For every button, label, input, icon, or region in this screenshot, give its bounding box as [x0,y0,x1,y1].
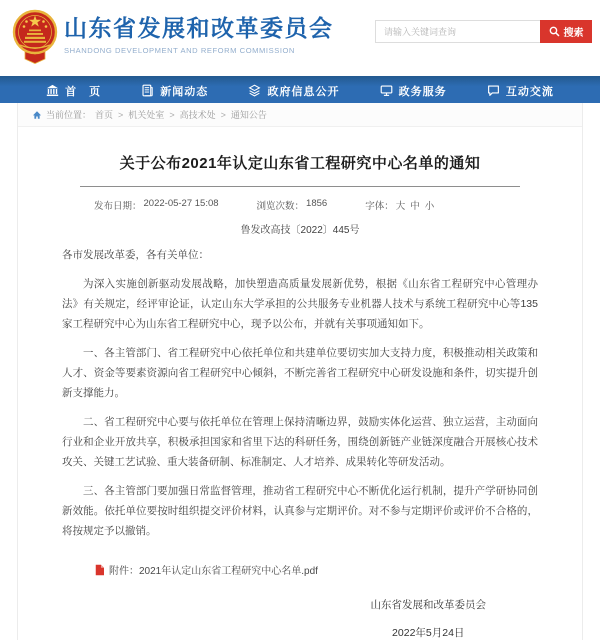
national-emblem-logo [12,9,58,65]
title-divider [80,186,520,187]
search-button[interactable] [540,20,592,43]
breadcrumb-item-notices[interactable]: 通知公告 [230,110,267,120]
search-bar [375,20,592,43]
signature-organization: 山东省发展和改革委员会 [370,599,486,611]
article-paragraph: 各市发展改革委，各有关单位： [62,249,209,261]
main-nav [0,76,600,103]
content-container [17,103,583,640]
article-paragraph: 三、各主管部门要加强日常监督管理，推动省工程研究中心不断优化运行机制，提升产学研协同创新效能。依托单位要按时组织提交评价材料，认真参与定期评价。对不参与定期评价或评价不合格的，将按规定予以撤销。 [62,485,538,537]
home-icon [32,110,42,120]
breadcrumb-separator: > [169,109,175,120]
article [18,152,582,640]
nav-item-label: 首 页 [65,85,102,98]
site-subtitle: SHANDONG DEVELOPMENT AND REFORM COMMISSION [64,46,295,56]
article-paragraph: 一、各主管部门、省工程研究中心依托单位和共建单位要切实加大支持力度，积极推动相关政策和人才、资金等要素资源向省工程研究中心倾斜，不断完善省工程研究中心研发设施和条件，切实提升创新支撑能力。 [62,347,538,399]
views-label: 浏览次数： [256,201,305,212]
attachment-link[interactable] [62,562,538,577]
nav-item-label: 新闻动态 [160,85,209,98]
news-icon [141,84,154,97]
nav-item-label: 互动交流 [505,85,554,98]
publish-date-label: 发布日期： [94,201,142,212]
nav-item-label: 政府信息公开 [267,85,340,98]
layers-icon [248,84,261,97]
font-size-small-button[interactable]: 小 [424,201,435,212]
font-size-label: 字体： [365,201,394,212]
publish-date-value: 2022-05-27 15:08 [143,198,219,209]
pdf-icon [94,564,105,576]
breadcrumb-separator: > [220,109,226,120]
signature-block [371,597,487,640]
site-header [0,0,600,76]
monitor-icon [380,84,393,97]
search-input[interactable] [375,20,540,43]
chat-icon [487,84,500,97]
font-size-medium-button[interactable]: 中 [410,201,420,212]
search-button-label: 搜索 [563,28,584,39]
article-title: 关于公布2021年认定山东省工程研究中心名单的通知 [119,155,481,172]
nav-item-gov-info[interactable] [248,83,339,99]
nav-item-home[interactable] [46,83,101,99]
nav-item-news[interactable] [141,83,208,99]
signature-date: 2022年5月24日 [392,627,465,639]
nav-item-interaction[interactable] [487,83,554,99]
document-number: 鲁发改高技〔2022〕445号 [240,225,360,236]
nav-item-services[interactable] [380,83,447,99]
article-paragraph: 二、省工程研究中心要与依托单位在管理上保持清晰边界，鼓励实体化运营、独立运营，主动面向行业和企业开放共享，积极承担国家和省里下达的科研任务，围绕创新链产业链深度融合开展核心技术攻关、关键工艺试验、重大装备研制、标准制定、人才培养、成果转化等研发活动。 [62,416,538,468]
attachment-label: 附件：2021年认定山东省工程研究中心名单.pdf [109,566,318,577]
article-body [62,245,538,541]
national-emblem-icon [12,9,58,65]
breadcrumb-item-offices[interactable]: 机关处室 [128,110,165,120]
article-paragraph: 为深入实施创新驱动发展战略，加快塑造高质量发展新优势，根据《山东省工程研究中心管理办法》有关规定，经评审论证，认定山东大学承担的公共服务专业机器人技术与系统工程研究中心等135家工程研究中心为山东省工程研究中心，现予以公布，并就有关事项通知如下。 [62,278,538,330]
search-icon [549,26,560,37]
article-meta [62,198,538,212]
font-size-large-button[interactable]: 大 [395,201,406,212]
government-building-icon [46,84,59,97]
nav-item-label: 政务服务 [398,85,447,98]
breadcrumb-item-hightech[interactable]: 高技术处 [179,110,216,120]
breadcrumb-separator: > [118,109,124,120]
views-value: 1856 [306,198,328,209]
breadcrumb-item-home[interactable]: 首页 [95,110,114,120]
breadcrumb-prefix: 当前位置： [46,110,92,120]
site-title: 山东省发展和改革委员会 [64,15,334,41]
breadcrumb [18,103,582,127]
